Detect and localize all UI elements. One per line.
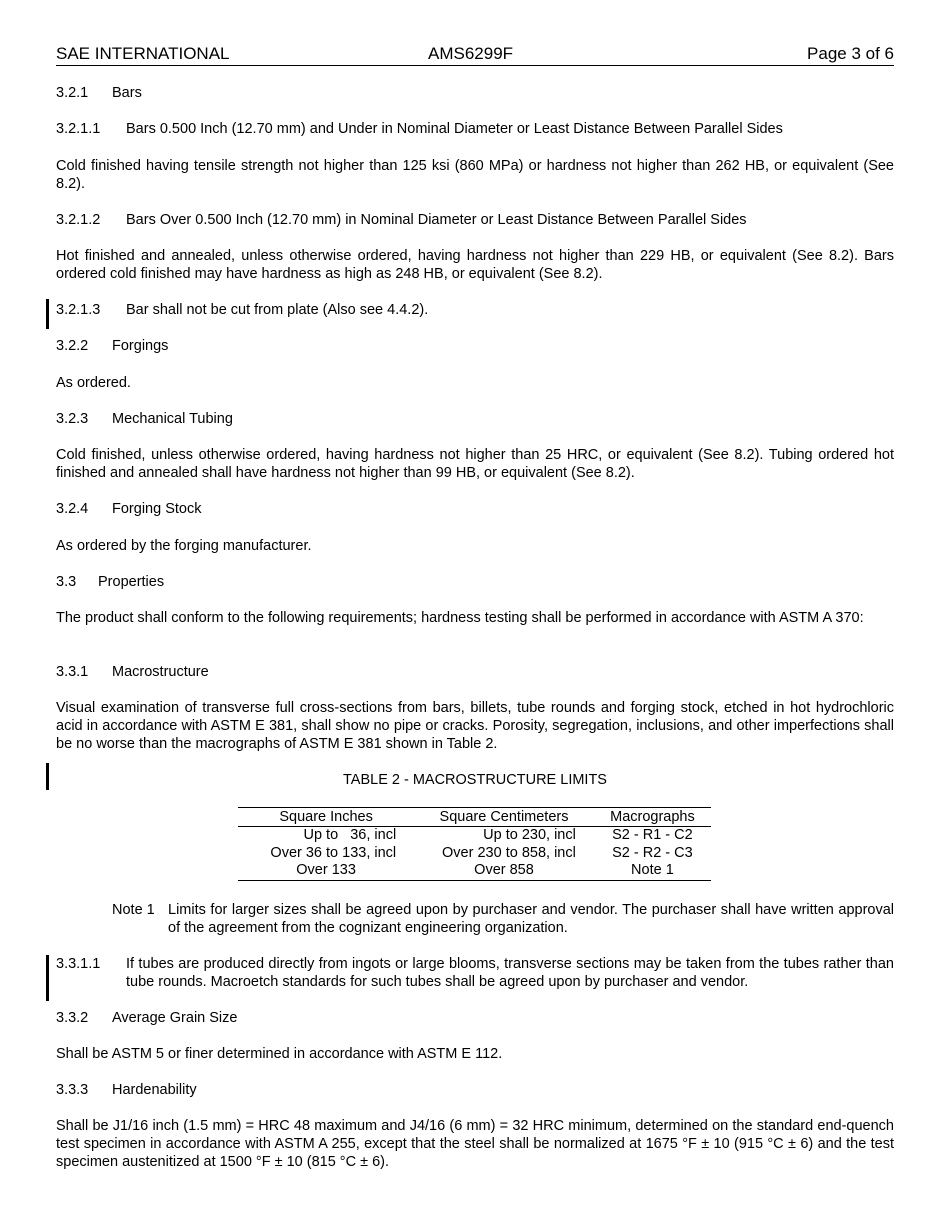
heading-3-2-2 xyxy=(56,337,168,355)
column-header: Macrographs xyxy=(594,808,711,827)
heading-3-2-1 xyxy=(56,84,142,102)
paragraph-3-3-1-1: If tubes are produced directly from ingots or large blooms, transverse sections may be taken from the tubes rather than tube rounds. Macroetch standards for such tubes shall be agreed upon by purchaser and vendor. xyxy=(126,956,894,990)
section-number: 3.3.3 xyxy=(56,1082,89,1098)
revision-bar xyxy=(46,955,49,1001)
table-header-row xyxy=(238,808,711,827)
paragraph-3-2-3: Cold finished, unless otherwise ordered, having hardness not higher than 25 HRC, or equivalent (See 8.2). Tubing ordered hot finished and annealed shall have hardness not higher than 99 HB, or equivalent (See 8.2). xyxy=(56,447,894,481)
section-title: Mechanical Tubing xyxy=(112,411,233,427)
section-number: 3.2.1.1 xyxy=(56,121,101,137)
heading-3-3-1 xyxy=(56,663,209,681)
table-cell: Over 230 to 858, incl xyxy=(442,844,576,861)
header-page-number: Page 3 of 6 xyxy=(807,44,894,63)
column-header: Square Centimeters xyxy=(414,808,594,827)
section-title: Bars 0.500 Inch (12.70 mm) and Under in Nominal Diameter or Least Distance Between Parallel Sides xyxy=(126,121,783,137)
table-cell: Over 133 xyxy=(238,862,414,880)
heading-3-2-1-3 xyxy=(56,301,428,319)
section-number: 3.3.1 xyxy=(56,664,89,680)
section-title: Forging Stock xyxy=(112,501,202,517)
heading-3-2-1-2 xyxy=(56,211,747,229)
section-title: Properties xyxy=(98,574,165,590)
table-cell: Up to 230, incl xyxy=(483,827,576,844)
section-title: Bar shall not be cut from plate (Also see 4.4.2). xyxy=(126,302,429,318)
table-cell: S2 - R1 - C2 xyxy=(612,827,693,844)
macrostructure-table xyxy=(238,807,711,881)
section-number: 3.2.4 xyxy=(56,501,89,517)
table-title: TABLE 2 - MACROSTRUCTURE LIMITS xyxy=(343,772,607,788)
section-number: 3.3 xyxy=(56,574,77,590)
paragraph-3-2-1-2: Hot finished and annealed, unless otherwise ordered, having hardness not higher than 229 HB, or equivalent (See 8.2). Bars ordered cold finished may have hardness as high as 248 HB, or equivalent (See 8.2). xyxy=(56,248,894,282)
revision-bar xyxy=(46,299,49,329)
section-title: Macrostructure xyxy=(112,664,209,680)
page-header xyxy=(56,43,894,66)
header-doc-id: AMS6299F xyxy=(428,44,514,63)
table-row xyxy=(238,862,711,880)
note-text: Limits for larger sizes shall be agreed upon by purchaser and vendor. The purchaser shall have written approval of the agreement from the cognizant engineering organization. xyxy=(168,902,894,936)
section-number: 3.2.1.2 xyxy=(56,212,101,228)
section-number: 3.2.3 xyxy=(56,411,89,427)
section-number: 3.2.1 xyxy=(56,85,89,101)
section-number: 3.2.1.3 xyxy=(56,302,101,318)
paragraph-3-2-4: As ordered by the forging manufacturer. xyxy=(56,538,312,554)
heading-3-3 xyxy=(56,573,164,591)
table-cell: Over 858 xyxy=(414,862,594,880)
section-title: Forgings xyxy=(112,338,169,354)
table-row xyxy=(238,827,711,845)
section-title: Bars Over 0.500 Inch (12.70 mm) in Nominal Diameter or Least Distance Between Parallel Sides xyxy=(126,212,747,228)
section-title: Hardenability xyxy=(112,1082,197,1098)
section-number: 3.2.2 xyxy=(56,338,89,354)
table-cell: Up to 36, incl xyxy=(303,827,397,844)
section-number-3-3-1-1: 3.3.1.1 xyxy=(56,956,101,972)
table-cell: Over 36 to 133, incl xyxy=(270,844,397,861)
heading-3-3-3 xyxy=(56,1081,197,1099)
heading-3-3-2 xyxy=(56,1009,237,1027)
paragraph-3-3: The product shall conform to the following requirements; hardness testing shall be performed in accordance with ASTM A 370: xyxy=(56,610,864,626)
table-cell: Note 1 xyxy=(594,862,711,880)
paragraph-3-2-2: As ordered. xyxy=(56,375,131,391)
heading-3-2-3 xyxy=(56,410,233,428)
column-header: Square Inches xyxy=(238,808,414,827)
table-row xyxy=(238,845,711,863)
table-cell: S2 - R2 - C3 xyxy=(612,844,693,861)
paragraph-3-3-1: Visual examination of transverse full cross-sections from bars, billets, tube rounds and forging stock, etched in hot hydrochloric acid in accordance with ASTM E 381, shall show no pipe or cracks. Porosity, segregation, inclusions, and other imperfections shall be no worse than the macrographs of ASTM E 381 shown in Table 2. xyxy=(56,700,894,752)
paragraph-3-3-2: Shall be ASTM 5 or finer determined in accordance with ASTM E 112. xyxy=(56,1046,503,1062)
heading-3-2-4 xyxy=(56,500,201,518)
paragraph-3-2-1-1: Cold finished having tensile strength not higher than 125 ksi (860 MPa) or hardness not higher than 262 HB, or equivalent (See 8.2). xyxy=(56,158,894,192)
note-label: Note 1 xyxy=(112,902,155,918)
header-org: SAE INTERNATIONAL xyxy=(56,44,230,63)
section-number: 3.3.2 xyxy=(56,1010,89,1026)
section-title: Average Grain Size xyxy=(112,1010,238,1026)
section-title: Bars xyxy=(112,85,142,101)
heading-3-2-1-1 xyxy=(56,120,783,138)
paragraph-3-3-3: Shall be J1/16 inch (1.5 mm) = HRC 48 maximum and J4/16 (6 mm) = 32 HRC minimum, determined on the standard end-quench test specimen in accordance with ASTM A 255, except that the steel shall be normalized at 1675 °F ± 10 (915 °C ± 6) and the test specimen austenitized at 1500 °F ± 10 (815 °C ± 6). xyxy=(56,1118,894,1170)
